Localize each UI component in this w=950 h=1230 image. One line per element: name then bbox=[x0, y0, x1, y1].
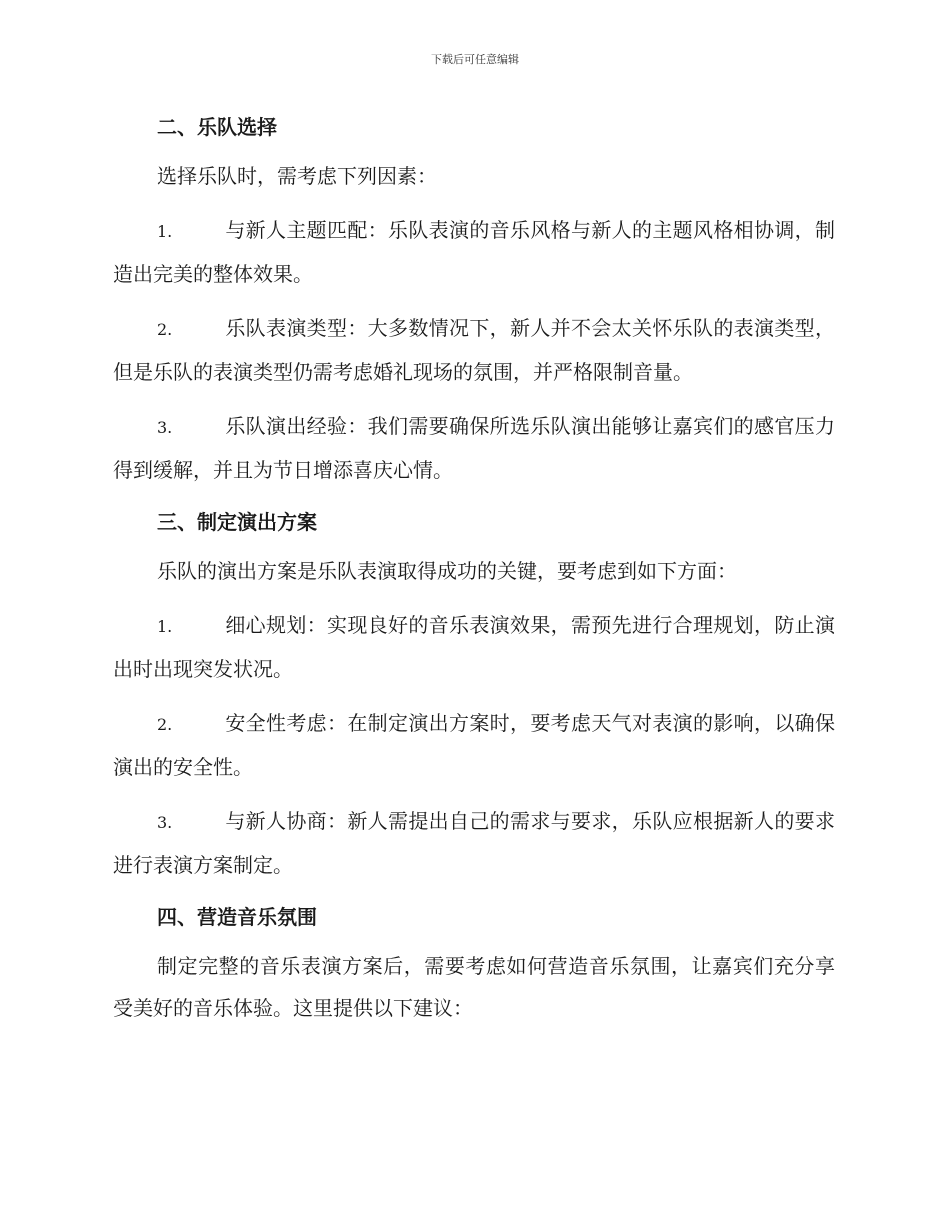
section-intro: 制定完整的音乐表演方案后，需要考虑如何营造音乐氛围，让嘉宾们充分享受美好的音乐体验。这里提供以下建议： bbox=[113, 954, 835, 1020]
list-item-text: 乐队表演类型：大多数情况下，新人并不会太关怀乐队的表演类型，但是乐队的表演类型仍需考虑婚礼现场的氛围，并严格限制音量。 bbox=[113, 316, 835, 384]
list-item-text: 细心规划：实现良好的音乐表演效果，需预先进行合理规划，防止演出时出现突发状况。 bbox=[113, 613, 835, 681]
list-item-text: 安全性考虑：在制定演出方案时，要考虑天气对表演的影响，以确保演出的安全性。 bbox=[113, 711, 835, 779]
section-heading-music-atmosphere: 四、营造音乐氛围 bbox=[157, 905, 317, 929]
list-item-text: 乐队演出经验：我们需要确保所选乐队演出能够让嘉宾们的感官压力得到缓解，并且为节日增添喜庆心情。 bbox=[113, 414, 835, 482]
page-header: 下载后可任意编辑 bbox=[431, 53, 519, 66]
section-heading-performance-plan: 三、制定演出方案 bbox=[157, 510, 317, 534]
section-heading-band-selection: 二、乐队选择 bbox=[157, 115, 277, 139]
list-item-number: 1. bbox=[157, 222, 173, 241]
list-item-number: 1. bbox=[157, 617, 173, 636]
list-item bbox=[113, 702, 835, 788]
list-item bbox=[113, 604, 835, 690]
list-item-text: 与新人协商：新人需提出自己的需求与要求，乐队应根据新人的要求进行表演方案制定。 bbox=[113, 809, 835, 877]
document-body bbox=[113, 108, 835, 1041]
list-item bbox=[113, 209, 835, 295]
list-item-text: 与新人主题匹配：乐队表演的音乐风格与新人的主题风格相协调，制造出完美的整体效果。 bbox=[113, 218, 835, 286]
list-item bbox=[113, 307, 835, 393]
list-item-number: 2. bbox=[157, 715, 173, 734]
list-item bbox=[113, 405, 835, 491]
list-item-number: 2. bbox=[157, 320, 173, 339]
section-intro: 选择乐队时，需考虑下列因素： bbox=[157, 164, 437, 188]
list-item-number: 3. bbox=[157, 813, 173, 832]
list-item-number: 3. bbox=[157, 418, 173, 437]
section-intro: 乐队的演出方案是乐队表演取得成功的关键，要考虑到如下方面： bbox=[157, 559, 737, 583]
list-item bbox=[113, 800, 835, 886]
